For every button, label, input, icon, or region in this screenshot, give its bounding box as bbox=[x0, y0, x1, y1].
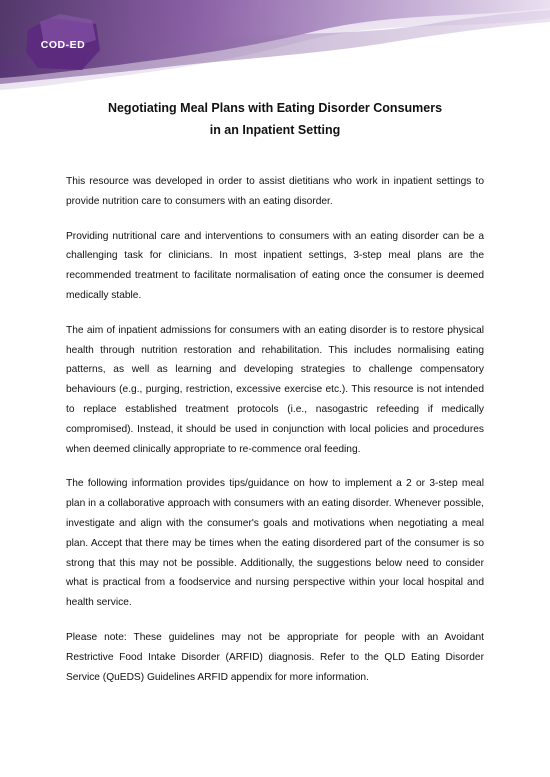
page-title-line-2: in an Inpatient Setting bbox=[209, 123, 341, 137]
paragraph-aim: The aim of inpatient admissions for consumers with an eating disorder is to restore physical health through nutrition restoration and rehabilitation. This includes normalising eating patterns, as well as learning and developing strategies to challenge compensatory behaviours (e.g., purging, restriction, excessive exercise etc.). This resource is not intended to replace established treatment protocols (i.e., nasogastric refeeding if medically compromised). Instead, it should be used in conjunction with local policies and procedures when deemed clinically appropriate to re-commence oral feeding. bbox=[66, 324, 484, 455]
body-content bbox=[66, 172, 484, 702]
page-title-line-1: Negotiating Meal Plans with Eating Disorder Consumers bbox=[107, 101, 443, 115]
paragraph-intro: This resource was developed in order to assist dietitians who work in inpatient settings to provide nutrition care to consumers with an eating disorder. bbox=[66, 176, 484, 207]
paragraph-guidance: The following information provides tips/guidance on how to implement a 2 or 3-step meal plan in a collaborative approach with consumers with an eating disorder. Whenever possible, investigate and align with the consumer's goals and motivations when negotiating a meal plan. Accept that there may be times when the eating disordered part of the consumer is so strong that this may not be possible. Additionally, the suggestions below need to consider what is practical from a foodservice and nursing perspective within your local hospital and health service. bbox=[66, 478, 484, 609]
paragraph-note: Please note: These guidelines may not be appropriate for people with an Avoidant Restrictive Food Intake Disorder (ARFID) diagnosis. Refer to the QLD Eating Disorder Service (QuEDS) Guidelines ARFID appendix for more information. bbox=[66, 631, 484, 683]
cod-ed-logo: COD-ED bbox=[40, 39, 86, 51]
page-title bbox=[0, 97, 550, 141]
paragraph-challenges: Providing nutritional care and interventions to consumers with an eating disorder can be a challenging task for clinicians. In most inpatient settings, 3-step meal plans are the recommended treatment to facilitate normalisation of eating once the consumer is deemed medically stable. bbox=[66, 230, 484, 301]
